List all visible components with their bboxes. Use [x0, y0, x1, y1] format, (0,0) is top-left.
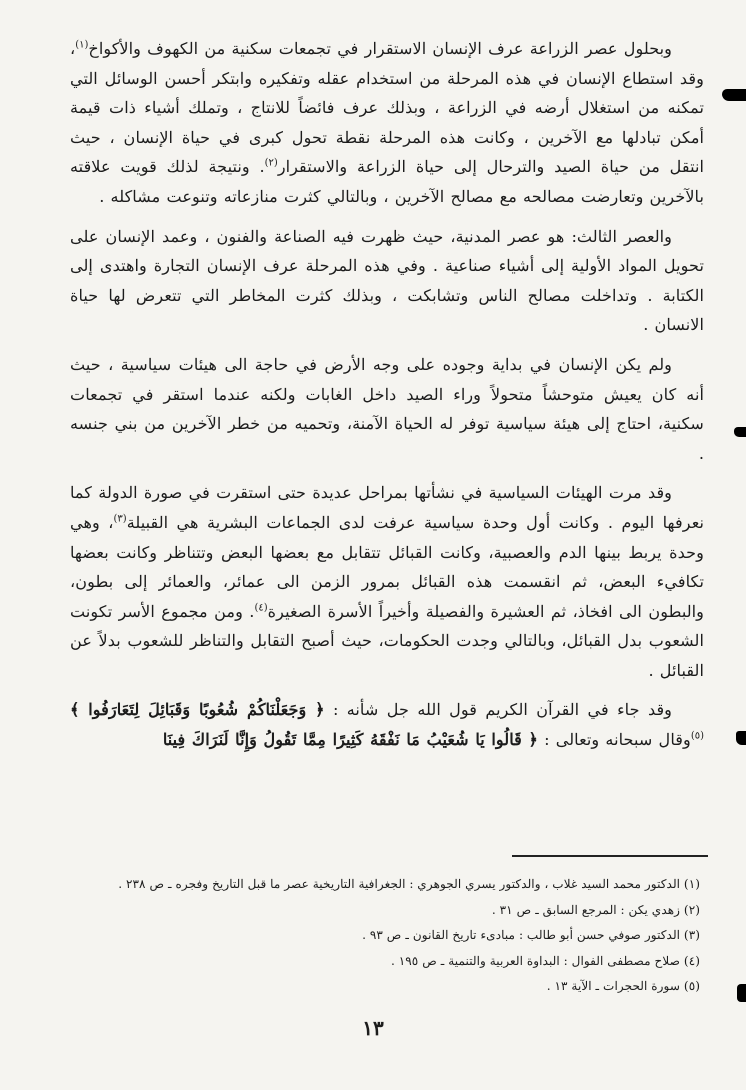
paragraph-2: والعصر الثالث: هو عصر المدنية، حيث ظهرت فيه الصناعة والفنون ، وعمد الإنسان على تحويل المواد الأولية إلى أشياء صناعية . وفي هذه المرحلة عرف الإنسان التجارة واهتدى إلى الكتابة . وتداخلت مصالح الناس وتشابكت ، وبذلك كثرت المخاطر التي تتعرض لها حياة الانسان . [70, 226, 704, 335]
footnote-2: (٢) زهدي يكن : المرجع السابق ـ ص ٣١ . [491, 902, 700, 917]
paragraph-5: وقد جاء في القرآن الكريم قول الله جل شأنه : ﴿ وَجَعَلْنَاكُمْ شُعُوبًا وَقَبَائِلَ لِتَعَارَفُوا ﴾$^{(٥)}$وقال سبحانه وتعالى : ﴿ قَالُوا يَا شُعَيْبُ مَا نَفْقَهُ كَثِيرًا مِمَّا تَقُولُ وَإِنَّا لَنَرَاكَ فِينَا [70, 700, 704, 750]
footnote-3: (٣) الدكتور صوفي حسن أبو طالب : مبادىء تاريخ القانون ـ ص ٩٣ . [362, 928, 700, 942]
body-text [70, 34, 704, 765]
scan-mark [722, 89, 746, 101]
paragraph-1: وبحلول عصر الزراعة عرف الإنسان الاستقرار في تجمعات سكنية من الكهوف والأكواخ$^{(١)}$، وقد استطاع الإنسان في هذه المرحلة من استخدام عقله وتفكيره وابتكر أحسن الوسائل التي تمكنه من استغلال أرضه في الزراعة ، وبذلك عرف فائضاً للانتاج ، وتملك أشياء ذات قيمة أمكن تبادلها مع الآخرين ، وكانت هذه المرحلة نقطة تحول كبرى في حياة الإنسان ، حيث انتقل من حياة الصيد والترحال إلى حياة الزراعة والاستقرار$^{(٢)}$. ونتيجة لذلك قويت علاقته بالآخرين وتعارضت مصالحه مع مصالح الآخرين ، وبالتالي كثرت منازعاته وتنوعت مشاكله . [70, 39, 704, 206]
page-number: ١٣ [362, 1016, 384, 1040]
paragraph-4: وقد مرت الهيئات السياسية في نشأتها بمراحل عديدة حتى استقرت في صورة الدولة كما نعرفها اليوم . وكانت أول وحدة سياسية عرفت لدى الجماعات البشرية هي القبيلة$^{(٣)}$، وهي وحدة يربط بينها الدم والعصبية، وكانت القبائل تتقابل مع بعضها البعض وتتناظر وكانت بعضها تكافيء البعض، ثم انقسمت هذه القبائل بمرور الزمن الى عمائر، والعمائر إلى بطون، والبطون الى افخاذ، ثم العشيرة والفصيلة وأخيراً الأسرة الصغيرة$^{(٤)}$. ومن مجموع الأسر تكونت الشعوب بدل القبائل، وبالتالي وجدت الحكومات، حيث أصبح التقابل والتناظر للشعوب بدلاً عن القبائل . [70, 483, 705, 680]
footnote-4: (٤) صلاح مصطفى الفوال : البداوة العربية والتنمية ـ ص ١٩٥ . [390, 953, 700, 968]
scan-mark [736, 731, 746, 745]
footnotes [80, 872, 700, 1000]
footnote-1: (١) الدكتور محمد السيد غلاب ، والدكتور يسري الجوهري : الجغرافية التاريخية عصر ما قبل التاريخ وفجره ـ ص ٢٣٨ . [118, 877, 700, 891]
footnote-separator [512, 855, 708, 857]
footnote-5: (٥) سورة الحجرات ـ الآية ١٣ . [546, 979, 700, 993]
scan-mark [737, 984, 746, 1002]
paragraph-3: ولم يكن الإنسان في بداية وجوده على وجه الأرض في حاجة الى هيئات سياسية ، حيث أنه كان يعيش متوحشاً متحولاً وراء الصيد داخل الغابات ولكنه عندما استقر في تجمعات سكنية، احتاج إلى هيئة سياسية توفر له الحياة الآمنة، وتحميه من خطر الآخرين من بني جنسه . [70, 354, 704, 463]
scan-mark [734, 427, 746, 437]
